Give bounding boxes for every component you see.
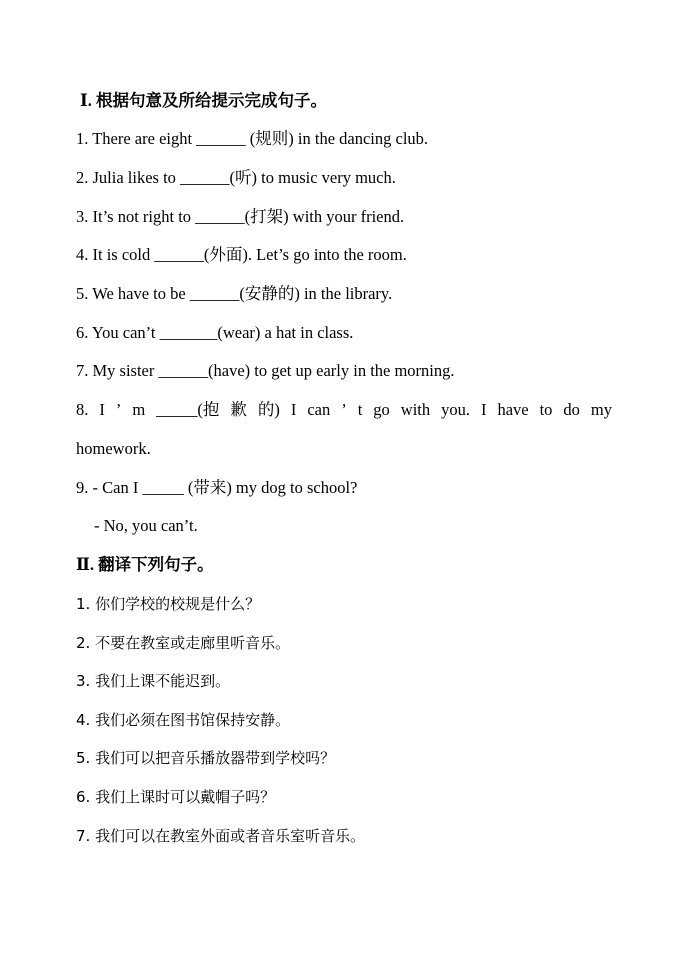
exercise-item-7: 7. My sister ______(have) to get up early in the morning. xyxy=(76,361,455,380)
item8-word: I xyxy=(290,400,297,419)
item8-word: do xyxy=(563,400,580,419)
translation-item-6: 6. 我们上课时可以戴帽子吗？ xyxy=(76,788,276,806)
exercise-item-9-answer: - No, you can’t. xyxy=(94,516,198,535)
item8-word: go xyxy=(373,400,390,419)
item8-word: can xyxy=(307,400,331,419)
item8-word: ’ xyxy=(115,400,122,419)
translation-item-1: 1. 你们学校的校规是什么？ xyxy=(76,595,261,613)
item8-word: 歉 xyxy=(230,400,247,419)
item8-word: to xyxy=(539,400,553,419)
exercise-item-2: 2. Julia likes to ______(听) to music very much. xyxy=(76,168,396,187)
exercise-item-1: 1. There are eight ______ (规则) in the dancing club. xyxy=(76,129,429,148)
exercise-item-8 xyxy=(76,400,612,420)
item8-word: I xyxy=(480,400,487,419)
item8-word: ’ xyxy=(341,400,347,419)
translation-item-4: 4. 我们必须在图书馆保持安静。 xyxy=(76,711,291,729)
section1-title: Ⅰ. 根据句意及所给提示完成句子。 xyxy=(80,91,327,110)
exercise-item-5: 5. We have to be ______(安静的) in the library. xyxy=(76,284,393,303)
section2-title: Ⅱ. 翻译下列句子。 xyxy=(76,555,214,574)
translation-item-5: 5. 我们可以把音乐播放器带到学校吗？ xyxy=(76,749,336,767)
exercise-item-6: 6. You can’t _______(wear) a hat in class. xyxy=(76,323,354,342)
item8-word: my xyxy=(590,400,612,419)
translation-item-7: 7. 我们可以在教室外面或者音乐室听音乐。 xyxy=(76,827,366,845)
item8-word: you. xyxy=(441,400,470,419)
translation-item-3: 3. 我们上课不能迟到。 xyxy=(76,672,231,690)
exercise-item-4: 4. It is cold ______(外面). Let’s go into the room. xyxy=(76,245,407,264)
item8-word: t xyxy=(357,400,363,419)
translation-item-2: 2. 不要在教室或走廊里听音乐。 xyxy=(76,634,291,652)
item8-word: I xyxy=(99,400,105,419)
item8-word: 8. xyxy=(76,400,89,419)
item8-word: _____(抱 xyxy=(156,400,220,419)
exercise-item-3: 3. It’s not right to ______(打架) with your friend. xyxy=(76,207,405,226)
item8-word: have xyxy=(497,400,529,419)
item8-word: with xyxy=(400,400,431,419)
item8-word: 的) xyxy=(257,400,280,419)
exercise-item-8-continuation: homework. xyxy=(76,439,151,458)
item8-word: m xyxy=(132,400,146,419)
exercise-item-9-question: 9. - Can I _____ (带来) my dog to school? xyxy=(76,478,358,497)
